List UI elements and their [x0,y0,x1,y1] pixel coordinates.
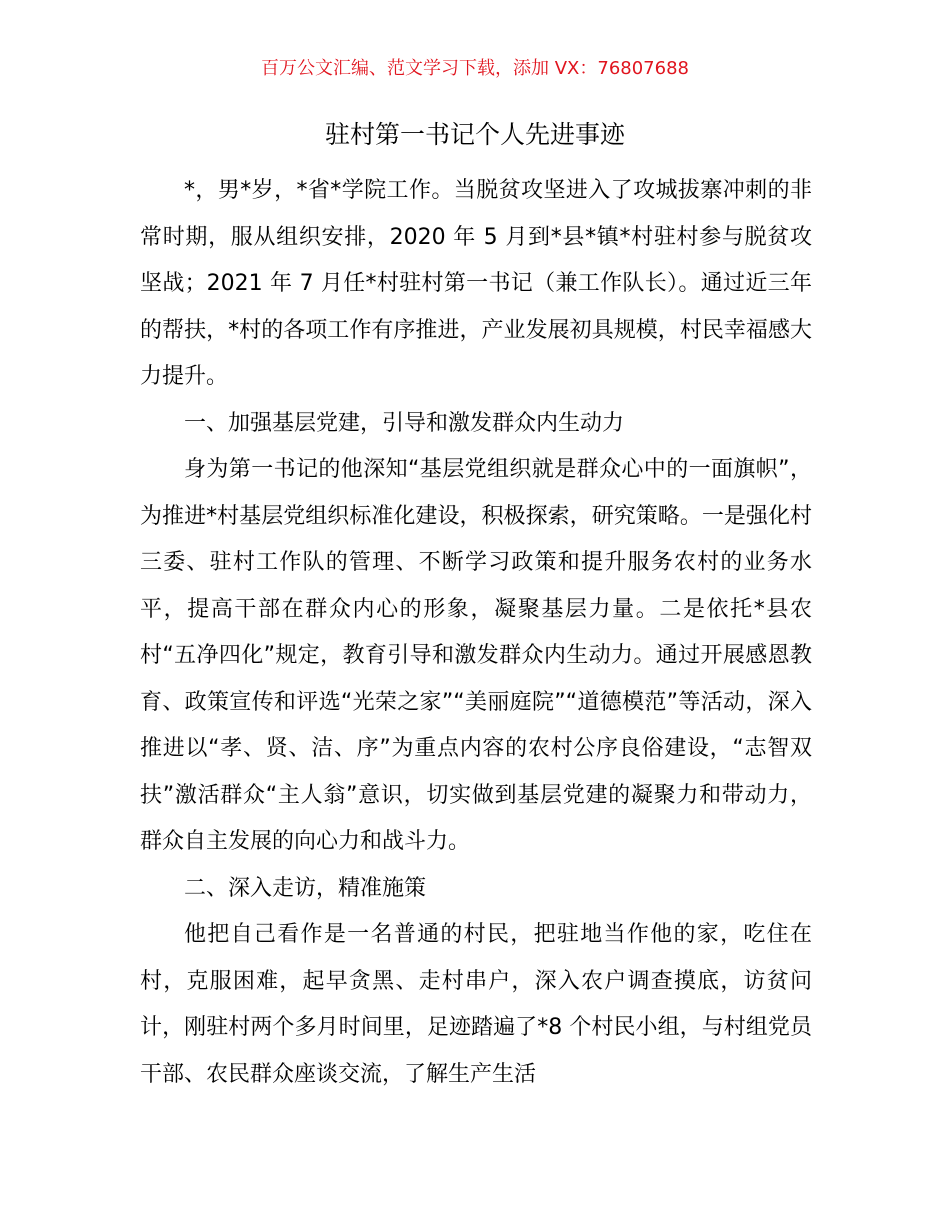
intro-paragraph: *，男*岁，*省*学院工作。当脱贫攻坚进入了攻城拔寨冲刺的非常时期，服从组织安排，2020 年 5 月到*县*镇*村驻村参与脱贫攻坚战；2021 年 7 月任*村驻村第一书记（兼工作队长）。通过近三年的帮扶，*村的各项工作有序推进，产业发展初具规模，村民幸福感大力提升。 [140,178,812,389]
document-body [140,168,812,1098]
document-title: 驻村第一书记个人先进事迹 [324,120,625,149]
section-2-paragraph: 他把自己看作是一名普通的村民，把驻地当作他的家，吃住在村，克服困难，起早贪黑、走村串户，深入农户调查摸底，访贫问计，刚驻村两个多月时间里，足迹踏遍了*8 个村民小组，与村组党员干部、农民群众座谈交流，了解生产生活 [140,922,812,1087]
section-1-paragraph: 身为第一书记的他深知“基层党组织就是群众心中的一面旗帜”，为推进*村基层党组织标准化建设，积极探索，研究策略。一是强化村三委、驻村工作队的管理、不断学习政策和提升服务农村的业务水平，提高干部在群众内心的形象，凝聚基层力量。二是依托*县农村“五净四化”规定，教育引导和激发群众内生动力。通过开展感恩教育、政策宣传和评选“光荣之家”“美丽庭院”“道德模范”等活动，深入推进以“孝、贤、洁、序”为重点内容的农村公序良俗建设，“志智双扶”激活群众“主人翁”意识，切实做到基层党建的凝聚力和带动力，群众自主发展的向心力和战斗力。 [140,457,812,854]
section-heading-2: 二、深入走访，精准施策 [184,875,427,901]
section-heading-1: 一、加强基层党建，引导和激发群众内生动力 [184,410,625,436]
watermark-header: 百万公文汇编、范文学习下载，添加 VX：76807688 [261,58,689,79]
